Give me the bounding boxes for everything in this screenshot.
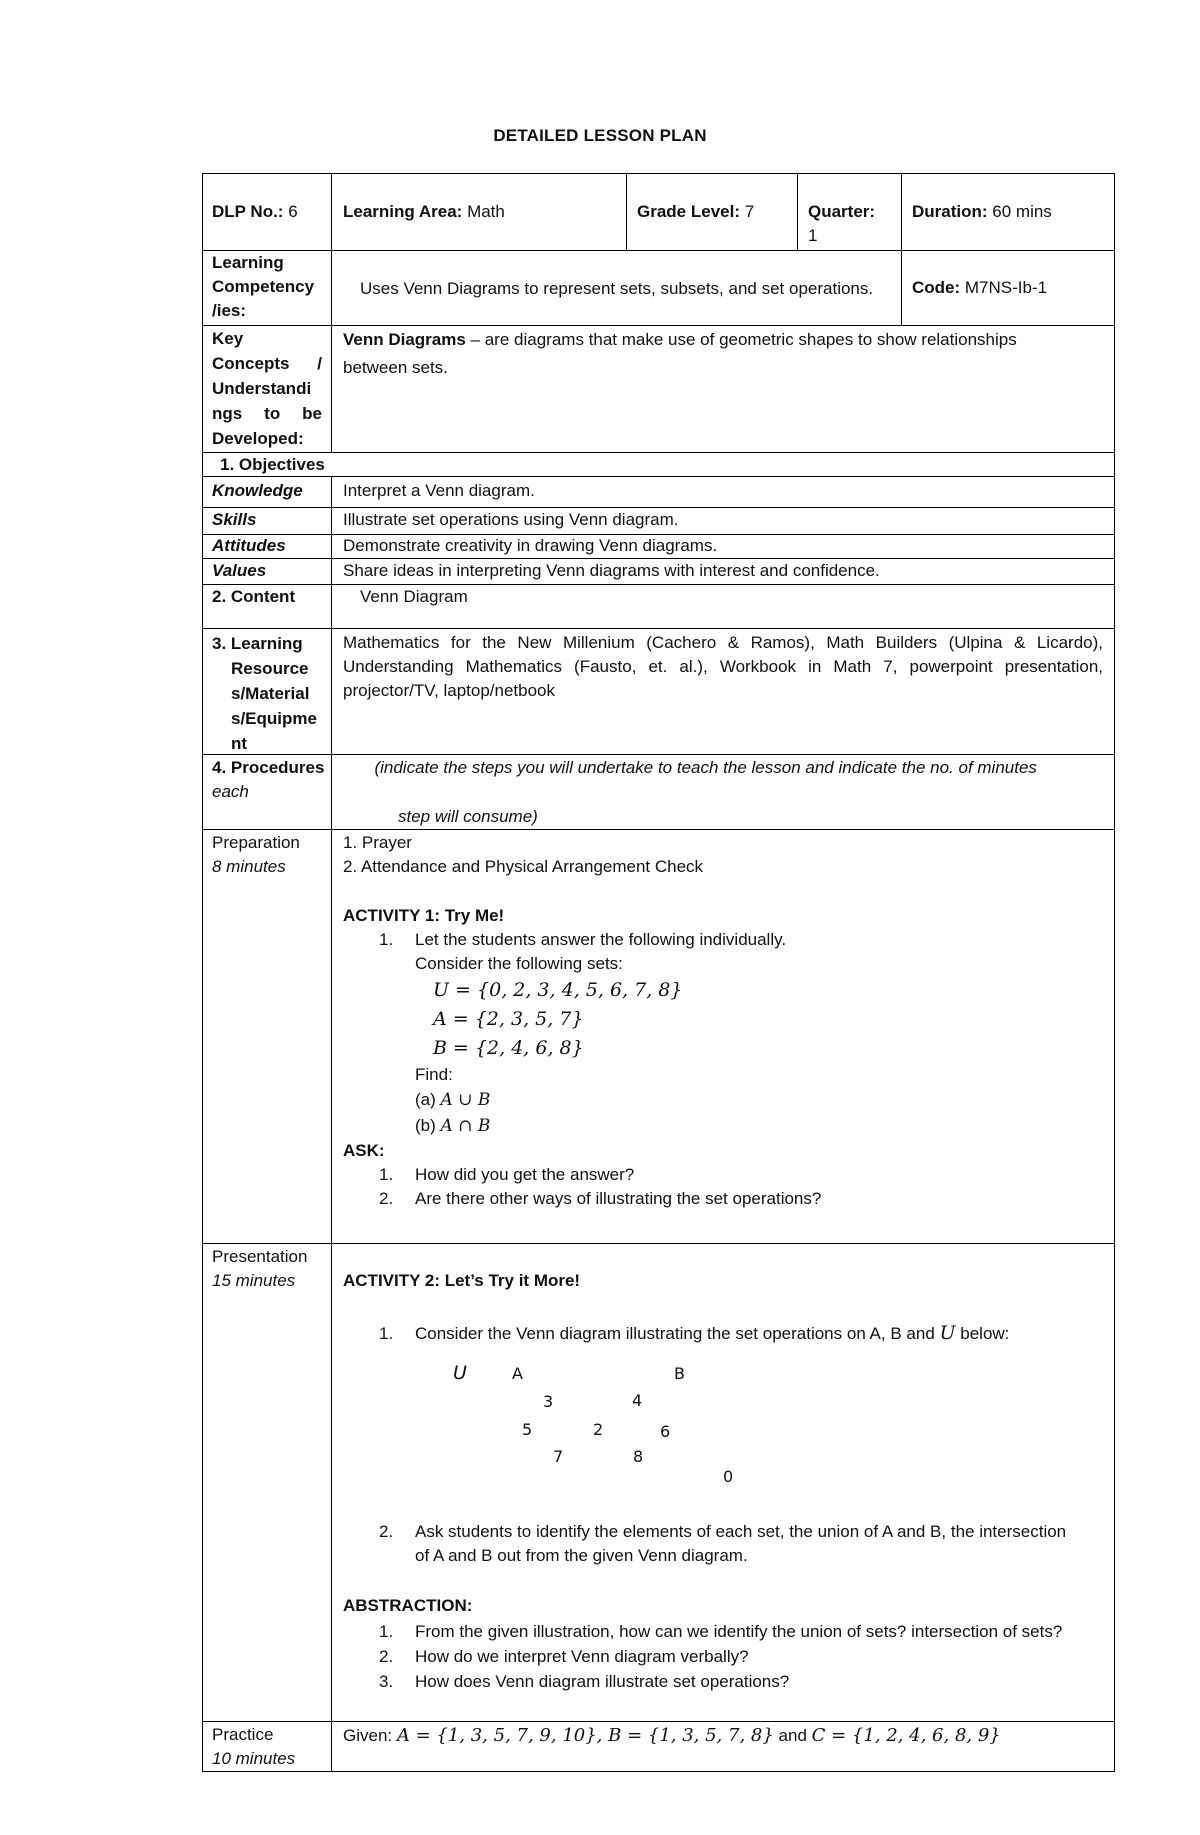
- practice-label: Practice 10 minutes: [212, 1725, 296, 1768]
- content-text: Venn Diagram: [360, 587, 468, 606]
- objective-label-knowledge: Knowledge: [212, 481, 303, 500]
- find-label: Find:: [415, 1065, 453, 1084]
- ask-item: 1. How did you get the answer?: [379, 1165, 635, 1184]
- ask-item: 2. Are there other ways of illustrating the set operations?: [379, 1189, 822, 1208]
- objective-text-skills: Illustrate set operations using Venn diagram.: [343, 510, 679, 529]
- venn-set-a-label: A: [512, 1364, 523, 1383]
- abstraction-item: 1. From the given illustration, how can we identify the union of sets? intersection of sets?: [379, 1622, 1063, 1641]
- venn-element: 7: [553, 1447, 564, 1466]
- dlp-number: DLP No.: 6: [212, 202, 298, 221]
- objective-text-knowledge: Interpret a Venn diagram.: [343, 481, 535, 500]
- find-a: (a) A ∪ B: [415, 1090, 491, 1110]
- procedures-note-each: each: [212, 782, 249, 801]
- activity-2-title: ACTIVITY 2: Let’s Try it More!: [343, 1271, 581, 1290]
- learning-area: Learning Area: Math: [343, 202, 505, 221]
- presentation-label: Presentation 15 minutes: [212, 1247, 308, 1290]
- objectives-heading: 1. Objectives: [220, 455, 325, 474]
- venn-element: 3: [543, 1392, 554, 1411]
- abstraction-list: [379, 1619, 1109, 1694]
- grade-level: Grade Level: 7: [637, 202, 755, 221]
- key-concepts-text: Venn Diagrams – are diagrams that make use of geometric shapes to show relationships between sets.: [343, 330, 1017, 377]
- practice-given: Given: A = {1, 3, 5, 7, 9, 10}, B = {1, 3, 5, 7, 8} and C = {1, 2, 4, 6, 8, 9}: [343, 1725, 1001, 1746]
- resources-text: Mathematics for the New Millenium (Cachero & Ramos), Math Builders (Ulpina & Licardo), Understanding Mathematics (Fausto, et. al.), Workbook in Math 7, powerpoint presentation, projector/TV, laptop/netbook: [343, 633, 1103, 700]
- activity-2-step-2: 2. Ask students to identify the elements of each set, the union of A and B, the intersection of A and B out from the given Venn diagram.: [379, 1522, 1067, 1565]
- set-b: B = {2, 4, 6, 8}: [433, 1037, 584, 1059]
- abstraction-item: 2. How do we interpret Venn diagram verbally?: [379, 1647, 749, 1666]
- venn-element: 4: [632, 1391, 643, 1410]
- quarter: Quarter: 1: [808, 202, 876, 245]
- set-a: A = {2, 3, 5, 7}: [433, 1008, 584, 1030]
- preparation-label: Preparation 8 minutes: [212, 833, 300, 876]
- venn-element: 8: [633, 1447, 644, 1466]
- abstraction-item: 3. How does Venn diagram illustrate set operations?: [379, 1672, 790, 1691]
- venn-element: 2: [593, 1420, 604, 1439]
- attendance-item: 2. Attendance and Physical Arrangement Check: [343, 857, 704, 876]
- competency-code: Code: M7NS-Ib-1: [912, 278, 1048, 297]
- activity-2-step-1: 1. Consider the Venn diagram illustrating the set operations on A, B and U below:: [379, 1322, 1010, 1344]
- objective-label-skills: Skills: [212, 510, 257, 529]
- activity-1-title: ACTIVITY 1: Try Me!: [343, 906, 505, 925]
- duration: Duration: 60 mins: [912, 202, 1052, 221]
- document-title: DETAILED LESSON PLAN: [493, 126, 707, 145]
- find-b: (b) A ∩ B: [415, 1116, 491, 1136]
- venn-set-b-label: B: [674, 1364, 685, 1383]
- abstraction-label: ABSTRACTION:: [343, 1596, 473, 1615]
- content-label: 2. Content: [212, 587, 296, 606]
- venn-element: 5: [522, 1420, 533, 1439]
- ask-label: ASK:: [343, 1141, 385, 1160]
- objective-text-attitudes: Demonstrate creativity in drawing Venn diagrams.: [343, 536, 718, 555]
- venn-universe-label: U: [453, 1362, 467, 1384]
- set-u: U = {0, 2, 3, 4, 5, 6, 7, 8}: [433, 979, 683, 1001]
- procedures-note-consume: step will consume): [398, 807, 538, 826]
- venn-element: 0: [723, 1467, 734, 1486]
- preparation-content: [343, 831, 1103, 1211]
- procedures-heading: 4. Procedures (indicate the steps you will undertake to teach the lesson and indicate the no. of minutes: [212, 758, 1037, 777]
- objective-label-attitudes: Attitudes: [212, 536, 286, 555]
- objective-label-values: Values: [212, 561, 267, 580]
- consider-sets: Consider the following sets:: [415, 954, 623, 973]
- prayer-item: 1. Prayer: [343, 833, 412, 852]
- key-concepts-label: Key Concepts / Understandi ngs to be Developed:: [212, 329, 322, 448]
- resources-label: 3. Learning Resource s/Material s/Equipme nt: [212, 634, 317, 753]
- activity-1-step: 1. Let the students answer the following individually.: [379, 930, 787, 949]
- objective-text-values: Share ideas in interpreting Venn diagrams with interest and confidence.: [343, 561, 880, 580]
- competency-label: Learning Competency /ies:: [212, 253, 315, 320]
- venn-element: 6: [660, 1422, 671, 1441]
- competency-text: Uses Venn Diagrams to represent sets, subsets, and set operations.: [360, 279, 874, 298]
